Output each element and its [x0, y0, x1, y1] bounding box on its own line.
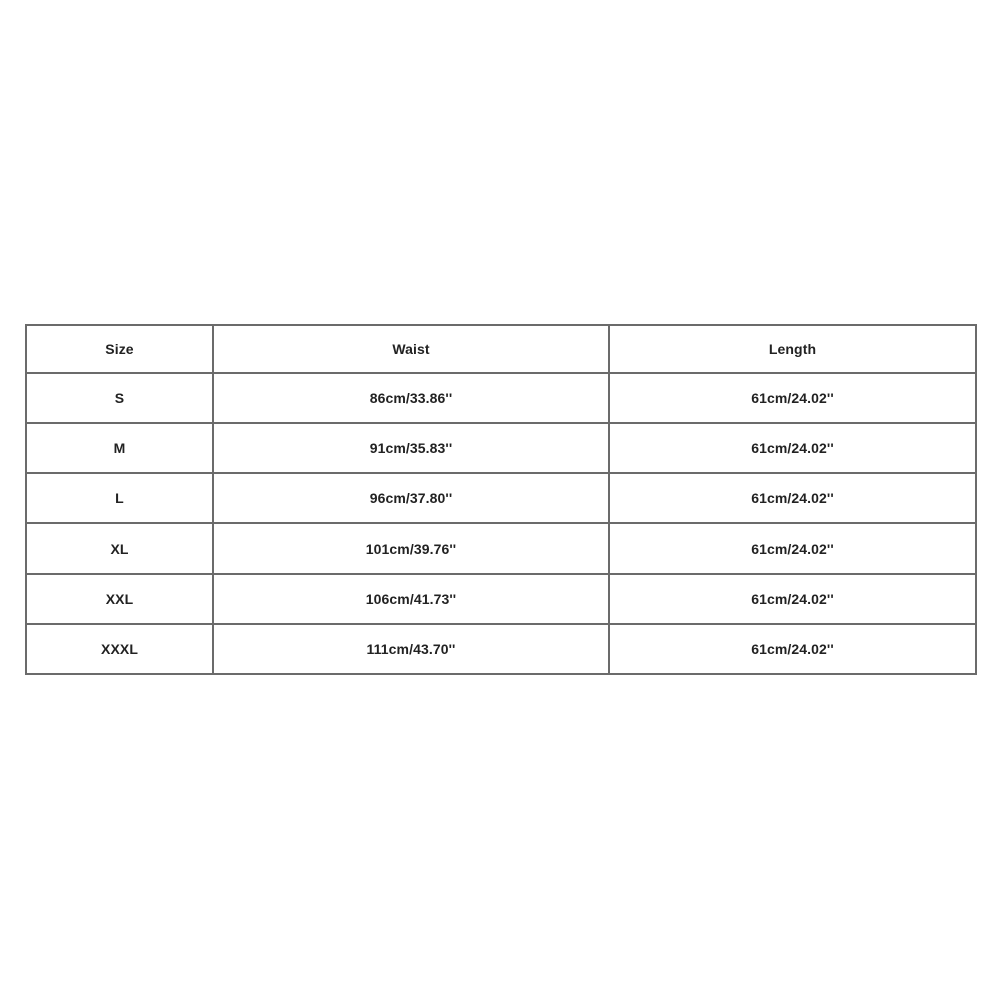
cell-length: 61cm/24.02'' [609, 574, 976, 624]
cell-waist: 101cm/39.76'' [213, 523, 609, 573]
cell-size: L [26, 473, 213, 523]
table-header-row [26, 325, 976, 373]
cell-length: 61cm/24.02'' [609, 523, 976, 573]
cell-length: 61cm/24.02'' [609, 624, 976, 674]
table-row [26, 473, 976, 523]
cell-size: M [26, 423, 213, 473]
cell-size: XL [26, 523, 213, 573]
header-size: Size [26, 325, 213, 373]
table-row [26, 574, 976, 624]
table-row [26, 423, 976, 473]
cell-waist: 86cm/33.86'' [213, 373, 609, 423]
cell-waist: 106cm/41.73'' [213, 574, 609, 624]
cell-waist: 96cm/37.80'' [213, 473, 609, 523]
size-chart-table [25, 324, 977, 675]
header-waist: Waist [213, 325, 609, 373]
cell-length: 61cm/24.02'' [609, 423, 976, 473]
table-row [26, 523, 976, 573]
table-row [26, 373, 976, 423]
cell-waist: 111cm/43.70'' [213, 624, 609, 674]
cell-length: 61cm/24.02'' [609, 473, 976, 523]
header-length: Length [609, 325, 976, 373]
cell-waist: 91cm/35.83'' [213, 423, 609, 473]
table-row [26, 624, 976, 674]
cell-size: XXXL [26, 624, 213, 674]
cell-length: 61cm/24.02'' [609, 373, 976, 423]
cell-size: S [26, 373, 213, 423]
cell-size: XXL [26, 574, 213, 624]
